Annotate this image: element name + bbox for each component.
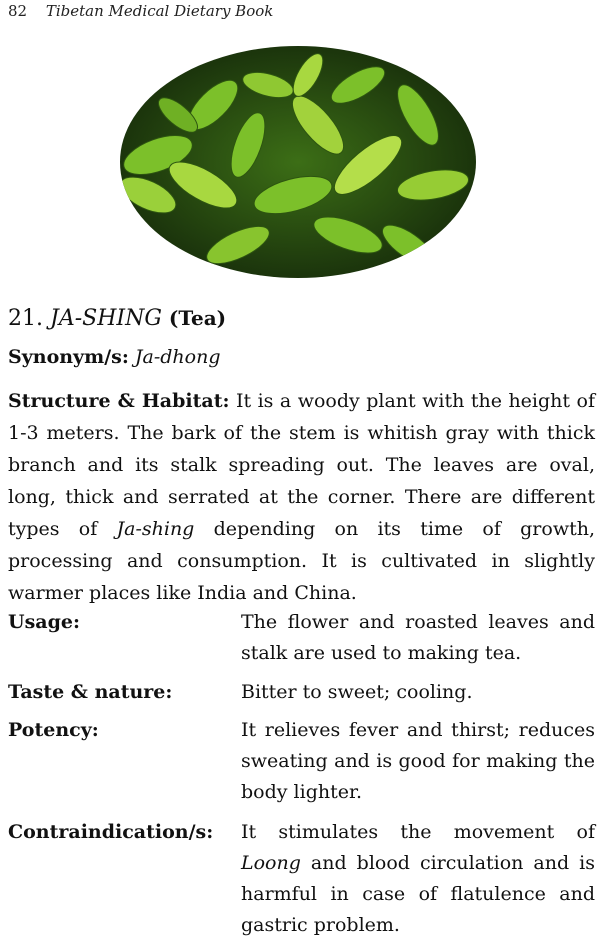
entry-name: JA-SHING [50, 306, 162, 331]
taste-value: Bitter to sweet; cooling. [241, 681, 473, 703]
book-title: Tibetan Medical Dietary Book [45, 2, 274, 20]
contra-italic-term: Loong [241, 852, 301, 874]
entry-common-name: (Tea) [168, 306, 227, 330]
synonym-value: Ja-dhong [134, 346, 221, 368]
habitat-text-2: depending on its time of growth, processing and consumption. It is cultivated in slightly warmer places like India and China. [8, 518, 595, 604]
habitat-italic-term: Ja-shing [116, 518, 195, 540]
running-header [8, 2, 273, 20]
usage-value: The flower and roasted leaves and stalk are used to making tea. [241, 611, 595, 664]
usage-label: Usage: [8, 611, 80, 633]
entry-title [8, 306, 226, 331]
habitat-paragraph [8, 385, 595, 609]
synonym-line [8, 346, 221, 368]
contraindication-value [241, 817, 595, 941]
contraindication-label: Contraindication/s: [8, 821, 214, 843]
page-number: 82 [8, 2, 28, 20]
contra-text-1: It stimulates the movement of [241, 821, 595, 843]
potency-value: It relieves fever and thirst; reduces sweating and is good for making the body lighter. [241, 719, 595, 803]
entry-number: 21. [8, 306, 43, 331]
potency-label: Potency: [8, 719, 99, 741]
habitat-text-1: It is a woody plant with the height of 1-3 meters. The bark of the stem is whitish gray with thick branch and its stalk spreading out. The leaves are oval, long, thick and serrated at the corner. There are different types of [8, 390, 595, 540]
synonym-label: Synonym/s: [8, 346, 129, 368]
habitat-label: Structure & Habitat: [8, 390, 230, 412]
tea-leaves-photo [118, 45, 478, 279]
taste-label: Taste & nature: [8, 681, 173, 703]
contra-text-2: and blood circulation and is harmful in case of flatulence and gastric problem. [241, 852, 595, 936]
